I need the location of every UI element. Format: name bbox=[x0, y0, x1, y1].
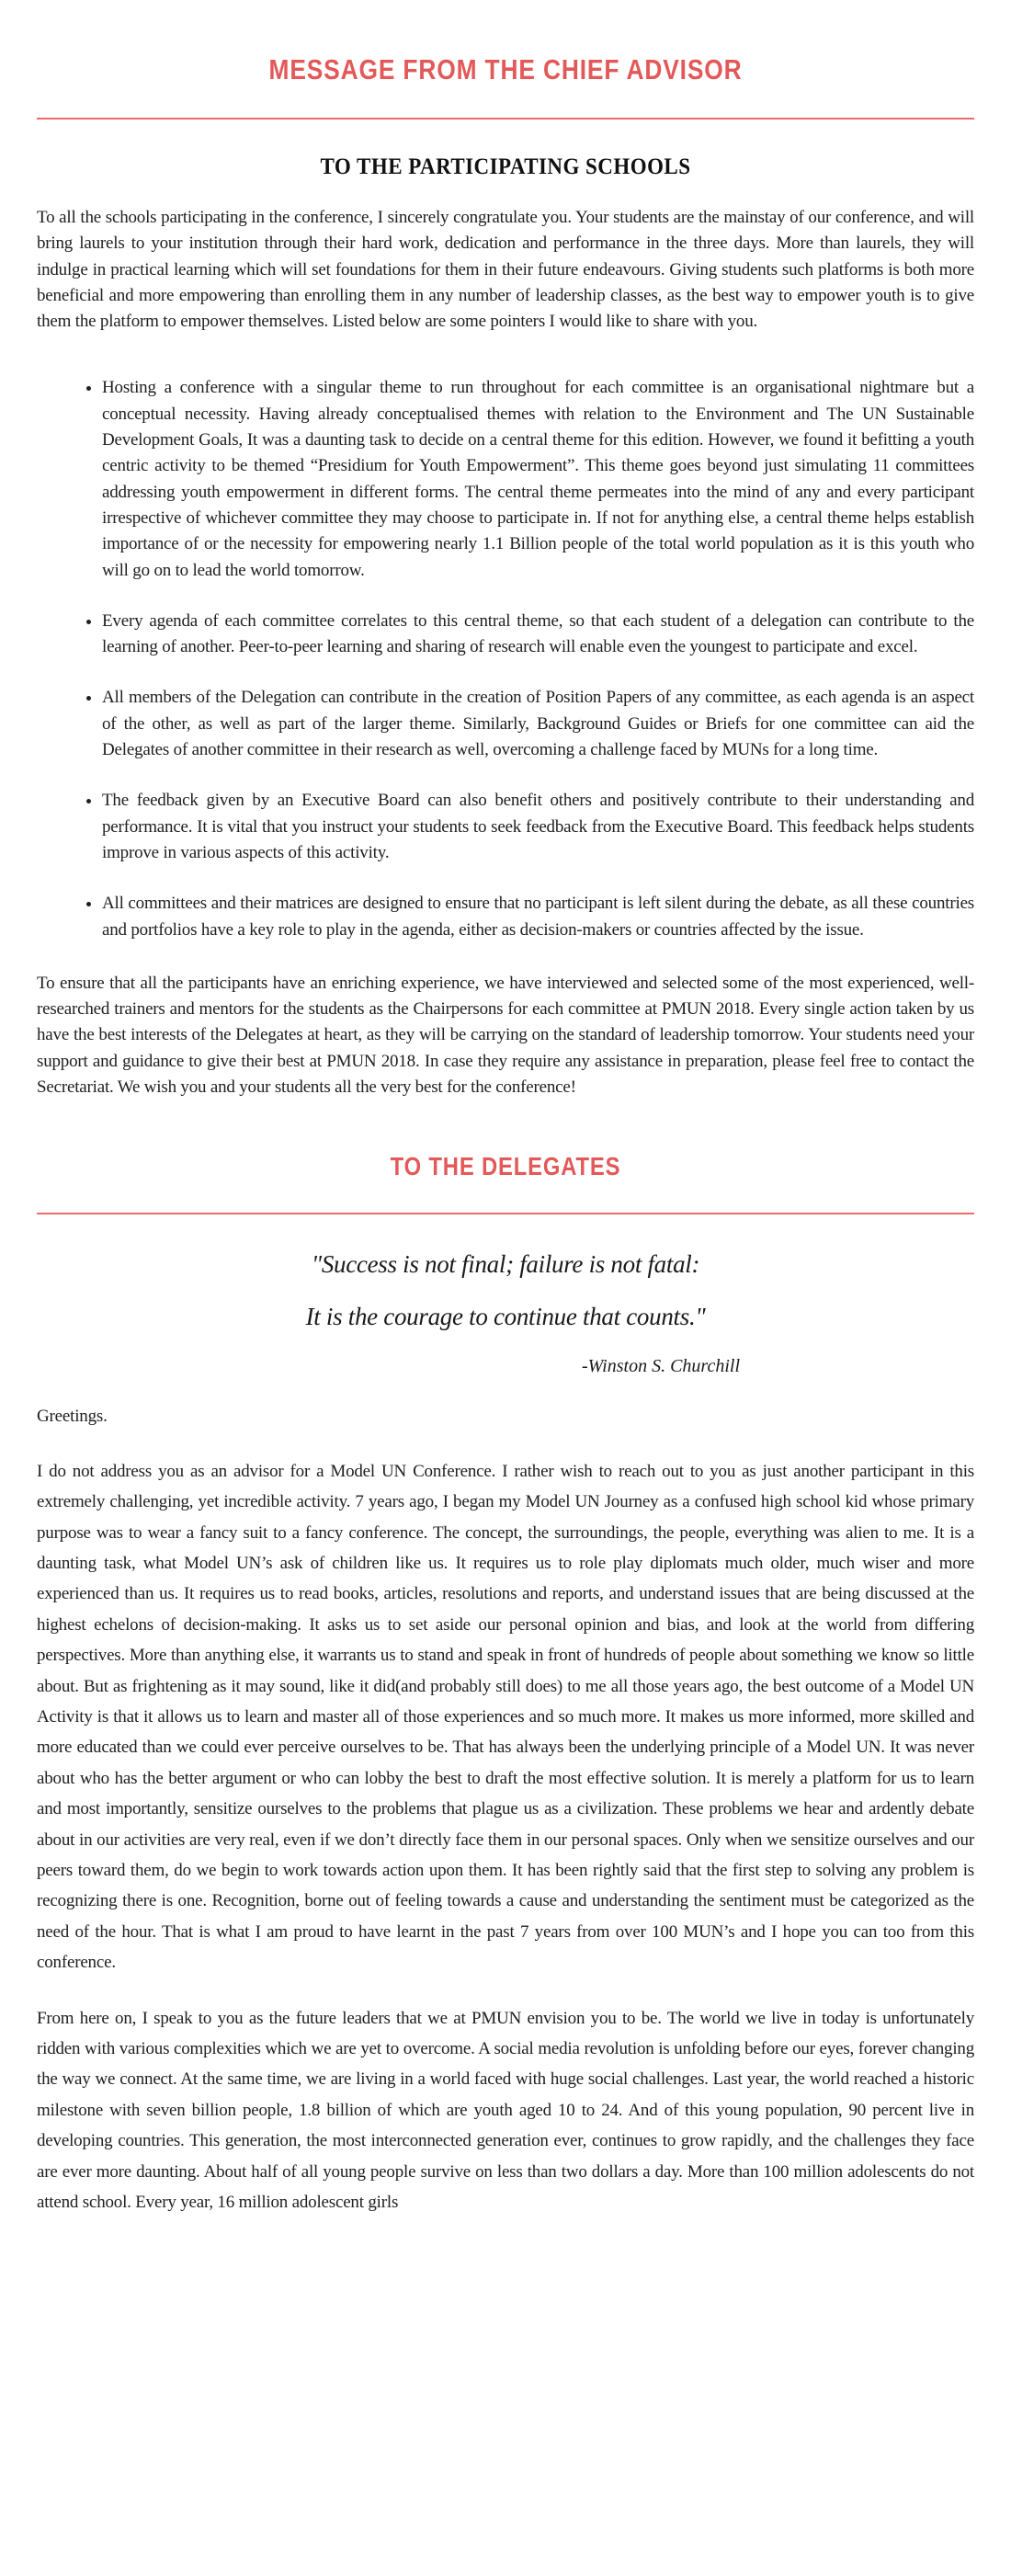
delegates-paragraph-2: From here on, I speak to you as the future leaders that we at PMUN envision you to be. The world we live in today is unfortunately ridden with various complexities which we are yet to overcome. A social media revolution is unfolding before our eyes, forever changing the way we connect. At the same time, we are living in a world faced with huge social challenges. Last year, the world reached a historic milestone with seven billion people, 1.8 billion of which are youth aged 10 to 24. And of this young population, 90 percent live in developing countries. This generation, the most interconnected generation ever, continues to grow rapidly, and the challenges they face are ever more daunting. About half of all young people survive on less than two dollars a day. More than 100 million adolescents do not attend school. Every year, 16 million adolescent girls bbox=[37, 2008, 974, 2213]
pointers-list bbox=[37, 375, 974, 942]
pointer-item-theme: • Hosting a conference with a singular theme to run throughout for each committee is an organisational nightmare but a conceptual necessity. Having already conceptualised themes with relation to the Environment and The UN Sustainable Development Goals, It was a daunting task to decide on a central theme for this edition. However, we found it befitting a youth centric activity to be themed “Presidium for Youth Empowerment”. This theme goes beyond just simulating 11 committees addressing youth empowerment in different forms. The central theme permeates into the mind of any and every participant irrespective of whichever committee they may choose to participate in. If not for anything else, a central theme helps establish importance of or the necessity for empowering nearly 1.1 Billion people of the total world population as it is this youth who will go on to lead the world tomorrow. bbox=[102, 375, 974, 583]
pointer-item-position-papers: • All members of the Delegation can contribute in the creation of Position Papers of any committee, as each agenda is an aspect of the other, as well as part of the larger theme. Similarly, Background Guides or Briefs for one committee can aid the Delegates of another committee in their research as well, overcoming a challenge faced by MUNs for a long time. bbox=[102, 685, 974, 763]
quote-line-2: It is the courage to continue that counts." bbox=[305, 1303, 706, 1331]
greeting-text: Greetings. bbox=[37, 1407, 108, 1427]
schools-section-heading: TO THE PARTICIPATING SCHOOLS bbox=[320, 154, 691, 179]
schools-section bbox=[37, 154, 974, 1100]
delegates-paragraph-1: I do not address you as an advisor for a Model UN Conference. I rather wish to reach out to you as just another participant in this extremely challenging, yet incredible activity. 7 years ago, I began my Model UN Journey as a confused high school kid whose primary purpose was to wear a fancy suit to a fancy conference. The concept, the surroundings, the people, everything was alien to me. It is a daunting task, what Model UN’s ask of children like us. It requires us to role play diplomats much older, much wiser and more experienced than us. It requires us to read books, articles, resolutions and reports, and understand issues that are being discussed at the highest echelons of decision-making. It asks us to set aside our personal opinion and bias, and look at the world from differing perspectives. More than anything else, it warrants us to stand and speak in front of hundreds of people about something we know so little about. But as frightening as it may sound, like it did(and probably still does) to me all those years ago, the best outcome of a Model UN Activity is that it allows us to learn and master all of those experiences and so much more. It makes us more informed, more skilled and more educated than we could ever perceive ourselves to be. That has always been the underlying principle of a Model UN. It was never about who has the better argument or who can lobby the best to draft the most effective solution. It is merely a platform for us to learn and most importantly, sensitize ourselves to the problems that plague us as a civilization. These problems we hear and ardently debate about in our activities are very real, even if we don’t directly face them in our personal spaces. Only when we sensitize ourselves and our peers toward them, do we begin to work towards action upon them. It has been rightly said that the first step to solving any problem is recognizing there is one. Recognition, borne out of feeling towards a cause and understanding the sentiment must be categorized as the need of the hour. That is what I am proud to have learnt in the past 7 years from over 100 MUN’s and I hope you can too from this conference. bbox=[37, 1461, 974, 1973]
schools-intro-paragraph: To all the schools participating in the conference, I sincerely congratulate you. Your students are the mainstay of our conference, and will bring laurels to your institution through their hard work, dedication and performance in the three days. More than laurels, they will indulge in practical learning which will set foundations for them in their future endeavours. Giving students such platforms is both more beneficial and more empowering than enrolling them in any number of leadership classes, as the best way to empower youth is to give them the platform to empower themselves. Listed below are some pointers I would like to share with you. bbox=[37, 208, 974, 332]
section-divider-rule bbox=[37, 118, 974, 120]
pointer-item-feedback: • The feedback given by an Executive Board can also benefit others and positively contribute to their understanding and performance. It is vital that you instruct your students to seek feedback from the Executive Board. This feedback helps students improve in various aspects of this activity. bbox=[102, 788, 974, 866]
quote-line-1: "Success is not final; failure is not fatal: bbox=[311, 1250, 700, 1279]
delegates-section bbox=[37, 1152, 974, 2217]
churchill-quote bbox=[37, 1238, 974, 1343]
delegates-divider-rule bbox=[37, 1213, 974, 1214]
quote-attribution: -Winston S. Churchill bbox=[581, 1356, 740, 1377]
page-title: MESSAGE FROM THE CHIEF ADVISOR bbox=[268, 53, 743, 85]
schools-closing-paragraph: To ensure that all the participants have an enriching experience, we have interviewed and selected some of the most experienced, well-researched trainers and mentors for the students as the Chairpersons for each committee at PMUN 2018. Every single action taken by us have the best interests of the Delegates at heart, as they will be carrying on the standard of leadership tomorrow. Your students need your support and guidance to give their best at PMUN 2018. In case they require any assistance in preparation, please feel free to contact the Secretariat. We wish you and your students all the very best for the conference! bbox=[37, 973, 974, 1098]
delegates-section-heading: TO THE DELEGATES bbox=[390, 1152, 621, 1181]
pointer-item-matrices: • All committees and their matrices are designed to ensure that no participant is left silent during the debate, as all these countries and portfolios have a key role to play in the agenda, either as decision-makers or countries affected by the issue. bbox=[102, 891, 974, 943]
pointer-item-agenda: • Every agenda of each committee correlates to this central theme, so that each student of a delegation can contribute to the learning of another. Peer-to-peer learning and sharing of research will enable even the youngest to participate and excel. bbox=[102, 609, 974, 661]
